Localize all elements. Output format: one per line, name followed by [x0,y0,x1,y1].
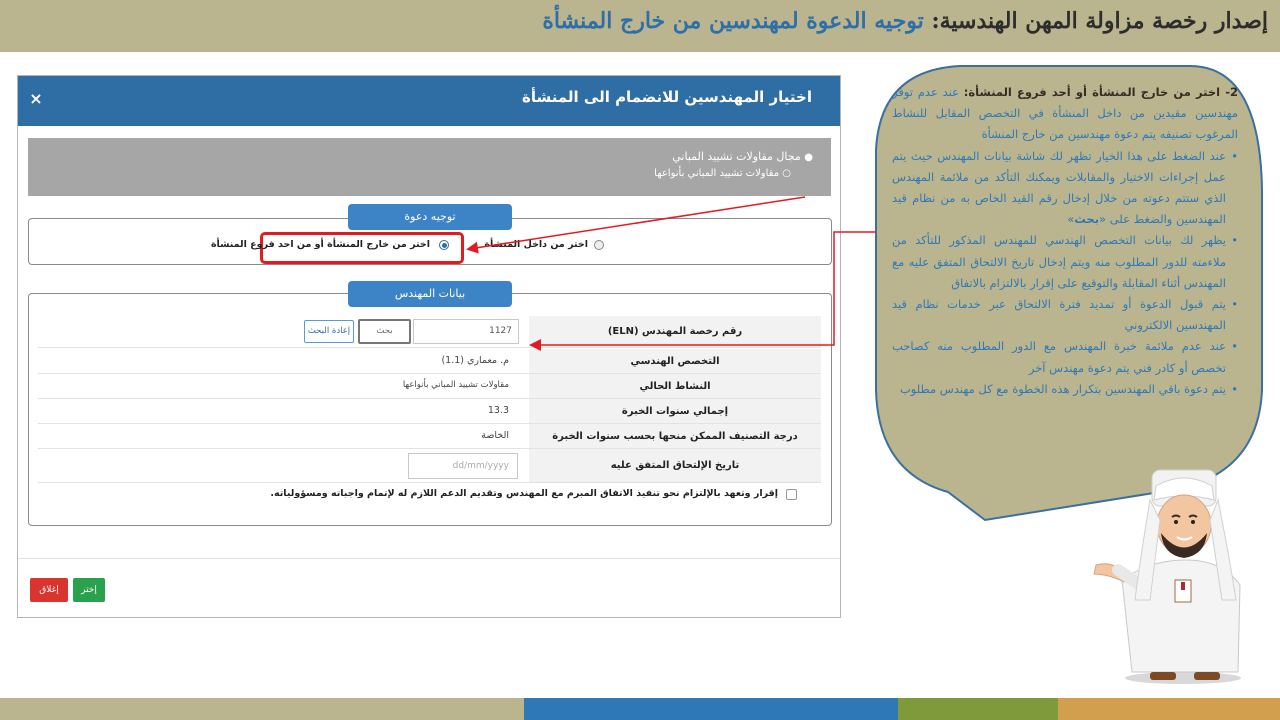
callout-intro: عند عدم توفر مهندسين مقيدين من داخل المنشأة في التخصص المقابل للنشاط المرغوب تصنيفه يتم دعوة مهندسين من خارج المنشأة [892,85,1238,142]
footer-color-bar [0,698,1280,720]
callout-bullets [892,146,1238,400]
presenter-character-icon [1094,470,1241,684]
slide-title-prefix: إصدار رخصة مزاولة المهن الهندسية: [931,8,1268,34]
search-button[interactable]: بحث [358,319,411,344]
classification-label: درجة التصنيف الممكن منحها بحسب سنوات الخبرة [529,424,821,448]
option-outside-label: اختر من خارج المنشأة أو من احد فروع المنشأة [210,239,430,250]
choose-button[interactable]: إختر [73,578,105,602]
classification-value: الخاصة [481,430,509,441]
field-activity: مقاولات تشييد المباني بأنواعها [654,168,780,179]
callout-text [892,82,1238,400]
slide-title-highlight: توجيه الدعوة لمهندسين من خارج المنشأة [542,8,924,34]
reset-search-button[interactable]: إعادة البحث [304,320,354,343]
join-date-label: تاريخ الإلتحاق المتفق عليه [529,449,821,482]
footer-segment [898,698,1058,720]
engineer-section-label: بيانات المهندس [348,281,512,307]
list-item: • يتم دعوة باقي المهندسين بتكرار هذه الخطوة مع كل مهندس مطلوب [892,379,1238,400]
list-item: • يظهر لك بيانات التخصص الهندسي للمهندس المذكور للتأكد من ملاءمته للدور المطلوب منه ويتم إدخال تاريخ الالتحاق المتفق عليه مع المهندس أثناء المقابلة والتوقيع على إقرار بالالتزام بالاتفاق [892,230,1238,294]
eln-value: 1127 [489,326,512,336]
option-inside-label: اختر من داخل المنشأة [484,239,588,250]
circle-bullet-icon: ○ [782,168,791,179]
activity-value: مقاولات تشييد المباني بأنواعها [402,380,509,390]
footer-segment [0,698,524,720]
specialty-value: م. معماري (1.1) [441,355,509,366]
join-date-placeholder: dd/mm/yyyy [452,461,509,471]
invite-section-label: توجيه دعوة [348,204,512,230]
specialty-label: التخصص الهندسي [529,349,821,373]
pledge-text: إقرار وتعهد بالإلتزام نحو تنفيذ الاتفاق المبرم مع المهندس وتقديم الدعم اللازم له لإتمام واجباته ومسؤولياته. [270,488,778,499]
list-item: • عند عدم ملائمة خبرة المهندس مع الدور المطلوب منه كصاحب تخصص أو كادر فني يتم دعوة مهندس آخر [892,336,1238,378]
close-icon[interactable]: × [29,89,43,108]
eln-label: رقم رخصة المهندس (ELN) [529,316,821,347]
pointer-arrow-eln [532,232,876,345]
footer-segment [524,698,898,720]
list-item: • عند الضغط على هذا الخيار تظهر لك شاشة بيانات المهندس حيث يتم عمل إجراءات الاختيار والمقابلات ويمكنك التأكد من ملائمة المهندس الذي ستتم دعوته من خلال إدخال رقم القيد الخاص به من نظام قيد المهندسين والضغط على «بحث» [892,146,1238,231]
list-item: • يتم قبول الدعوة أو تمديد فترة الالتحاق عبر خدمات نظام قيد المهندسين الالكتروني [892,294,1238,336]
pointer-arrow-option [469,197,805,249]
footer-segment [1058,698,1280,720]
callout-lead: 2- اختر من خارج المنشأة أو أحد فروع المنشأة: [963,85,1239,99]
modal-title: اختيار المهندسين للانضمام الى المنشأة [521,88,812,106]
field-name: مجال مقاولات تشييد المباني [672,150,801,163]
close-button[interactable]: إغلاق [30,578,68,602]
bullet-icon: ● [804,152,813,163]
experience-value: 13.3 [487,405,509,416]
activity-label: النشاط الحالي [529,374,821,398]
experience-label: إجمالي سنوات الخبرة [529,399,821,423]
search-keyword: بحث [1074,212,1100,227]
